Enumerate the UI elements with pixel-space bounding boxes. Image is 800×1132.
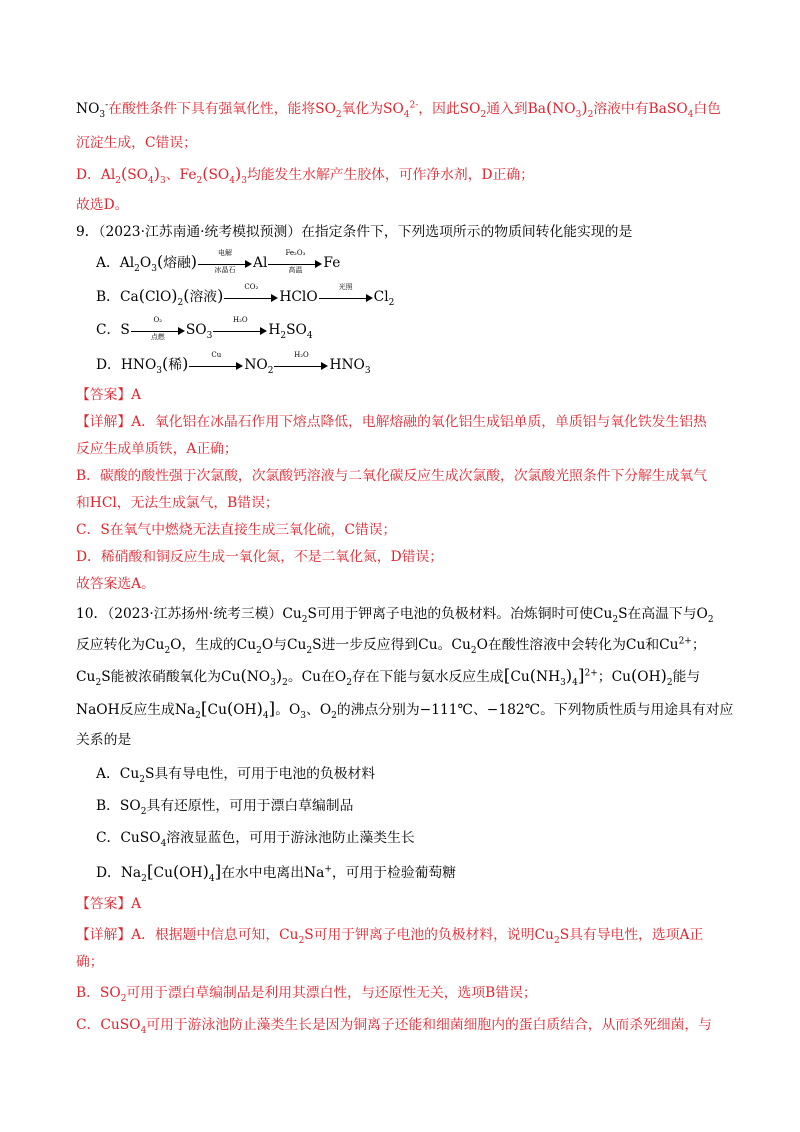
option-b: B．$SO_2$具有还原性，可用于漂白草编制品 — [96, 798, 354, 817]
question-stem: 10．（2023·江苏扬州·统考三模）$Cu_2S$可用于钾离子电池的负极材料。冶炼铜时可使$Cu_2S$在高温下与$O_2$ — [76, 606, 714, 625]
reaction-arrow: O₂ 点燃 — [131, 324, 185, 338]
explanation-line: 故答案选A。 — [76, 576, 155, 592]
option-b: B．$Ca(ClO)_2$(溶液) CO₂ HClO 光照 $Cl_2$ — [96, 282, 395, 308]
reaction-arrow: 光照 — [319, 291, 373, 305]
text-line: $NO_3^-$在酸性条件下具有强氧化性，能将$SO_2$氧化为$SO_4^{2-}$，因此$SO_2$通入到$Ba(NO_3)_2$溶液中有BaSO$_4$白色 — [76, 98, 721, 120]
question-stem: $Cu_2S$能被浓硝酸氧化为$Cu(NO_3)_2$。Cu在$O_2$存在下能与氨水反应生成$[Cu(NH_3)_4]^{2+}$；$Cu(OH)_2$能与 — [76, 666, 701, 688]
reaction-arrow: H₂O — [213, 324, 267, 338]
reaction-arrow: Cu — [189, 359, 243, 373]
question-stem: 关系的是 — [76, 732, 132, 748]
reaction-arrow: CO₂ — [224, 291, 278, 305]
question-stem: 9．（2023·江苏南通·统考模拟预测）在指定条件下，下列选项所示的物质间转化能实现的是 — [76, 224, 633, 240]
option-a: A．$Cu_2S$具有导电性，可用于电池的负极材料 — [96, 766, 376, 785]
reaction-arrow: H₂O — [274, 359, 328, 373]
explanation-line: 【详解】A．根据题中信息可知，$Cu_2S$可用于钾离子电池的负极材料，说明$Cu_2S$具有导电性，选项A正 — [76, 927, 704, 946]
explanation-line: B．碳酸的酸性强于次氯酸，次氯酸钙溶液与二氧化碳反应生成次氯酸，次氯酸光照条件下分解生成氧气 — [76, 468, 707, 484]
explanation-line: C．CuSO$_4$可用于游泳池防止藻类生长是因为铜离子还能和细菌细胞内的蛋白质结合，从而杀死细菌，与 — [76, 1017, 712, 1036]
option-c: C．CuSO$_4$溶液显蓝色，可用于游泳池防止藻类生长 — [96, 830, 415, 849]
explanation-line: D．稀硝酸和铜反应生成一氧化氮，不是二氧化氮，D错误； — [76, 549, 444, 565]
answer-label: 【答案】A — [76, 896, 142, 912]
text-line: 故选D。 — [76, 197, 129, 213]
explanation-line: 确； — [76, 954, 104, 970]
explanation-line: 反应生成单质铁，A正确； — [76, 441, 238, 457]
option-d: D．$Na_2[Cu(OH)_4]$在水中电离出Na+，可用于检验葡萄糖 — [96, 862, 457, 884]
text-line: D．$Al_2(SO_4)_3$、$Fe_2(SO_4)_3$均能发生水解产生胶体，可作净水剂，D正确； — [76, 164, 534, 186]
option-c: C．S O₂ 点燃 $SO_3$ H₂O $H_2SO_4$ — [96, 315, 313, 341]
reaction-arrow: Fe₂O₃ 高温 — [268, 257, 322, 271]
option-d: D．$HNO_3$(稀) Cu $NO_2$ H₂O $HNO_3$ — [96, 350, 371, 376]
text-line: 沉淀生成，C错误； — [76, 135, 197, 151]
answer-label: 【答案】A — [76, 387, 142, 403]
explanation-line: C．S在氧气中燃烧无法直接生成三氧化硫，C错误； — [76, 522, 397, 538]
reaction-arrow: 电解 冰晶石 — [198, 257, 252, 271]
explanation-line: 【详解】A．氧化铝在冰晶石作用下熔点降低，电解熔融的氧化铝生成铝单质，单质铝与氧化铁发生铝热 — [76, 414, 707, 430]
explanation-line: 和HCl，无法生成氯气，B错误； — [76, 495, 279, 511]
question-stem: 反应转化为$Cu_2O$，生成的$Cu_2O$与$Cu_2S$进一步反应得到Cu。$Cu_2O$在酸性溶液中会转化为Cu和$Cu^{2+}$； — [76, 636, 706, 656]
question-stem: NaOH反应生成$Na_2[Cu(OH)_4]$。$O_3$、$O_2$的沸点分别为−111℃、−182℃。下列物质性质与用途具有对应 — [76, 699, 734, 721]
explanation-line: B．$SO_2$可用于漂白草编制品是利用其漂白性，与还原性无关，选项B错误； — [76, 985, 537, 1004]
option-a: A．$Al_2O_3$(熔融) 电解 冰晶石 Al Fe₂O₃ 高温 Fe — [96, 248, 341, 274]
